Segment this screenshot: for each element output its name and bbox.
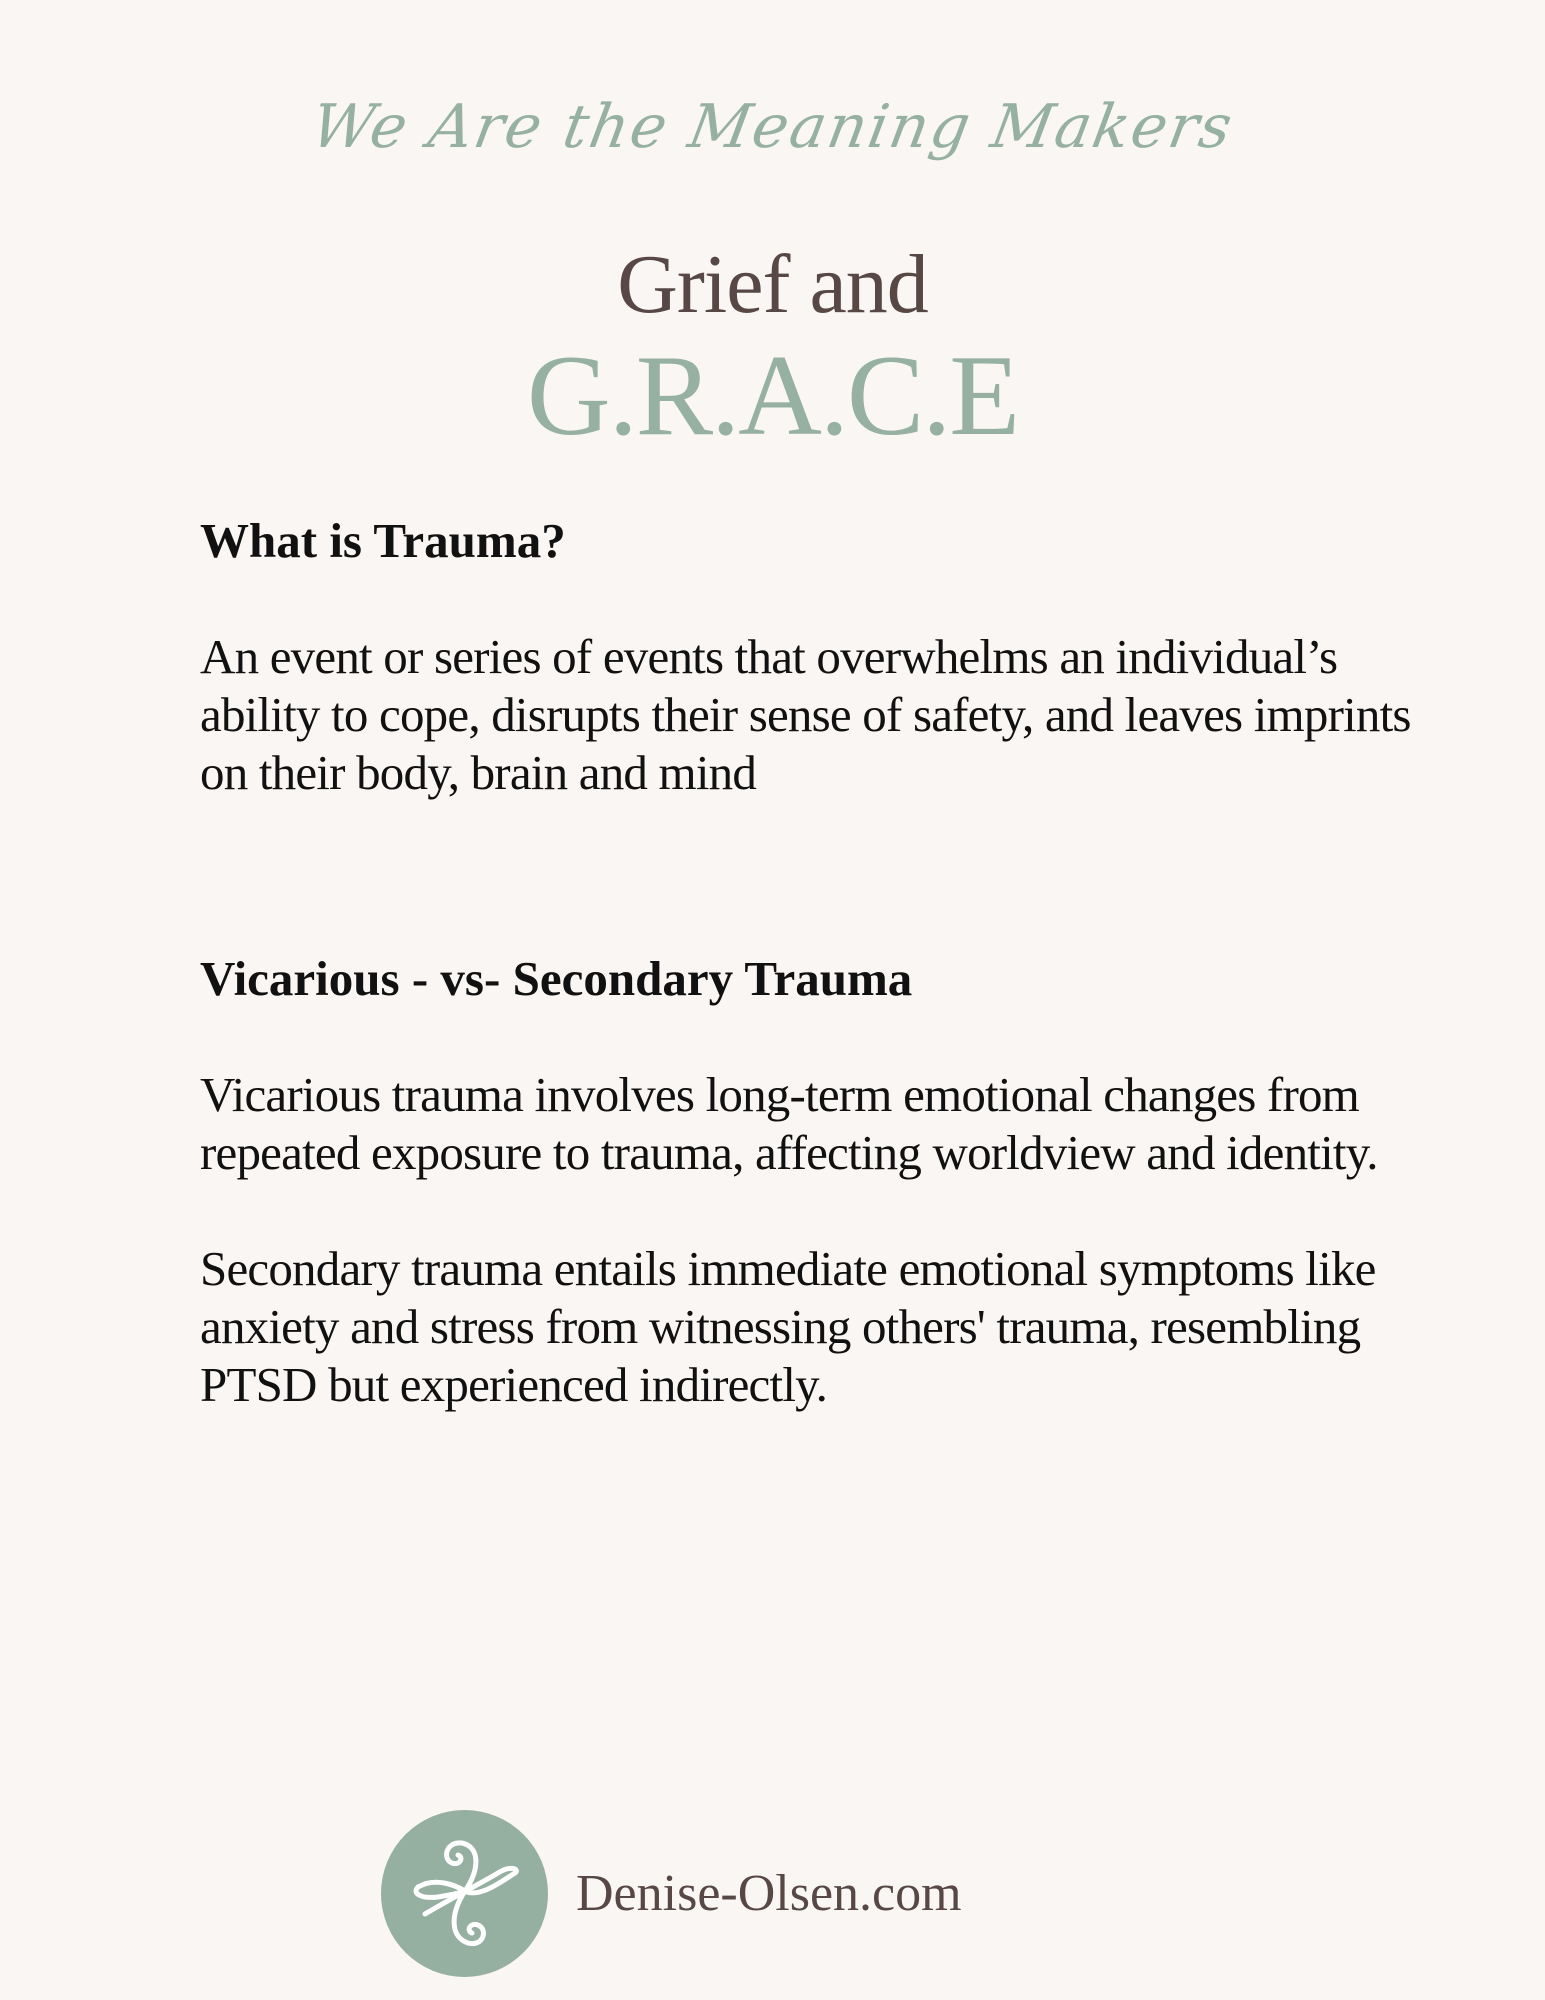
section-vicarious-vs-secondary: [200, 950, 1440, 1414]
title-grace: G.R.A.C.E: [526, 332, 1019, 460]
section-paragraph: An event or series of events that overwhelms an individual’s ability to cope, disrupts their sense of safety, and leaves imprints on their body, brain and mind: [200, 629, 1411, 800]
site-name: Denise-Olsen.com: [576, 1865, 962, 1922]
section-heading: Vicarious - vs- Secondary Trauma: [200, 951, 913, 1006]
logo: [381, 1810, 548, 1977]
swirl-knot-icon: [410, 1829, 520, 1959]
section-paragraph: Vicarious trauma involves long-term emotional changes from repeated exposure to trauma, affecting worldview and identity.: [200, 1067, 1378, 1180]
section-heading: What is Trauma?: [200, 513, 566, 568]
title-grief-and: Grief and: [617, 238, 928, 331]
footer-brand: [381, 1810, 962, 1977]
section-what-is-trauma: [200, 512, 1440, 802]
script-tagline: We Are the Meaning Makers: [306, 92, 1239, 162]
section-paragraph: Secondary trauma entails immediate emotional symptoms like anxiety and stress from witnessing others' trauma, resembling PTSD but experienced indirectly.: [200, 1241, 1376, 1412]
